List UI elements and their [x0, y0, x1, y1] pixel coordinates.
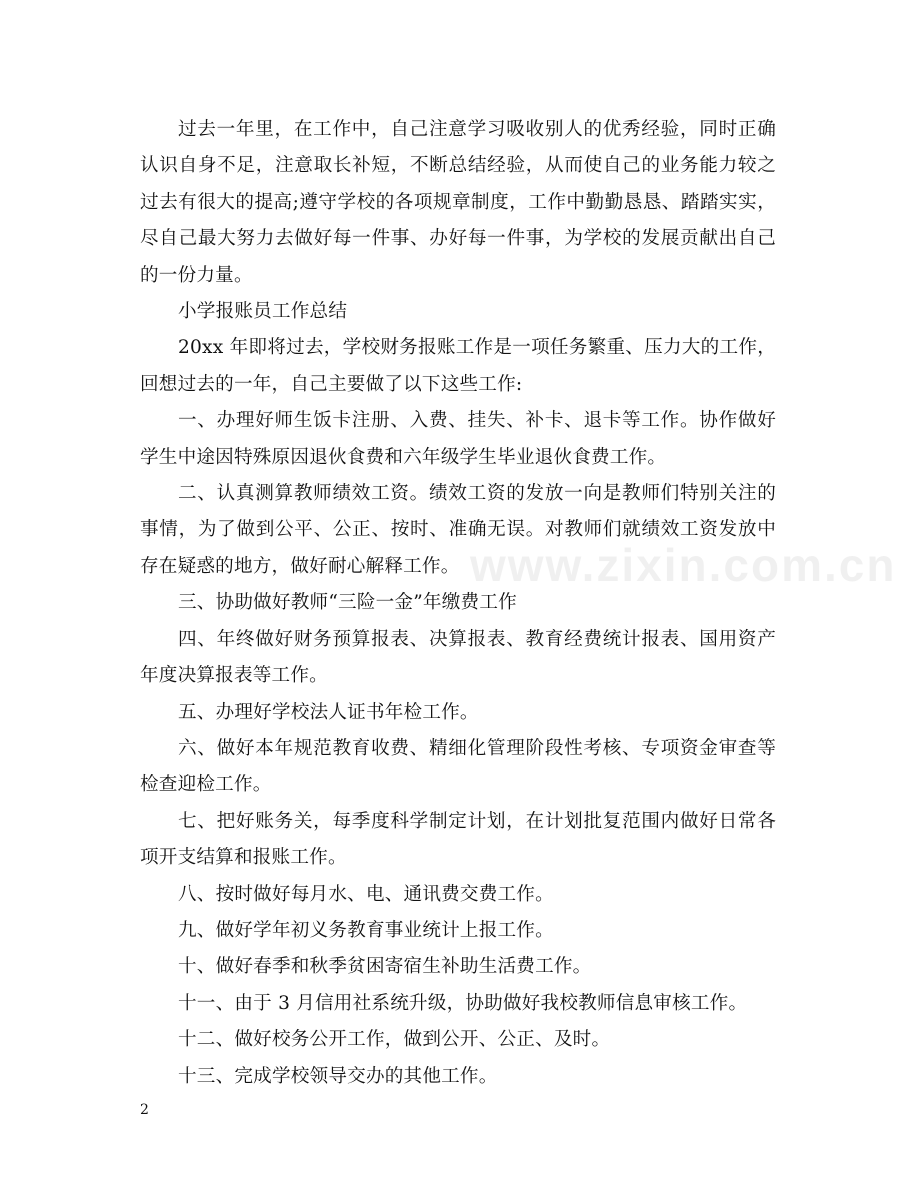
section-title: 小学报账员工作总结: [178, 301, 348, 323]
list-item-7: 七、把好账务关，每季度科学制定计划，在计划批复范围内做好日常各项开支结算和报账工作。: [140, 810, 776, 869]
list-item-6: 六、做好本年规范教育收费、精细化管理阶段性考核、专项资金审查等检查迎检工作。: [140, 737, 776, 796]
paragraph-experience: 过去一年里，在工作中，自己注意学习吸收别人的优秀经验，同时正确认识自身不足，注意取长补短，不断总结经验，从而使自己的业务能力较之过去有很大的提高;遵守学校的各项规章制度，工作中勤勤恳恳、踏踏实实，尽自己最大努力去做好每一件事、办好每一件事，为学校的发展贡献出自己的一份力量。: [140, 119, 776, 286]
list-item-1: 一、办理好师生饭卡注册、入费、挂失、补卡、退卡等工作。协作做好学生中途因特殊原因退伙食费和六年级学生毕业退伙食费工作。: [140, 410, 776, 468]
watermark: www.zixin.com.cn: [470, 539, 897, 591]
list-item-12: 十二、做好校务公开工作，做到公开、公正、及时。: [178, 1029, 611, 1051]
paragraph-intro: 20xx 年即将过去，学校财务报账工作是一项任务繁重、压力大的工作，回想过去的一年，自己主要做了以下这些工作:: [140, 337, 776, 395]
list-item-5: 五、办理好学校法人证书年检工作。: [178, 701, 479, 723]
list-item-13: 十三、完成学校领导交办的其他工作。: [178, 1065, 498, 1087]
document-body: [140, 112, 776, 1095]
list-item-2: 二、认真测算教师绩效工资。绩效工资的发放一向是教师们特别关注的事情，为了做到公平、公正、按时、准确无误。对教师们就绩效工资发放中存在疑惑的地方，做好耐心解释工作。: [140, 483, 776, 577]
page-number: 2: [140, 1102, 149, 1118]
list-item-3: 三、协助做好教师“三险一金”年缴费工作: [178, 592, 517, 614]
list-item-10: 十、做好春季和秋季贫困寄宿生补助生活费工作。: [178, 956, 592, 978]
list-item-4: 四、年终做好财务预算报表、决算报表、教育经费统计报表、国用资产年度决算报表等工作。: [140, 628, 776, 687]
list-item-11: 十一、由于 3 月信用社系统升级，协助做好我校教师信息审核工作。: [178, 992, 748, 1014]
list-item-9: 九、做好学年初义务教育事业统计上报工作。: [178, 919, 554, 941]
list-item-8: 八、按时做好每月水、电、通讯费交费工作。: [178, 883, 554, 905]
